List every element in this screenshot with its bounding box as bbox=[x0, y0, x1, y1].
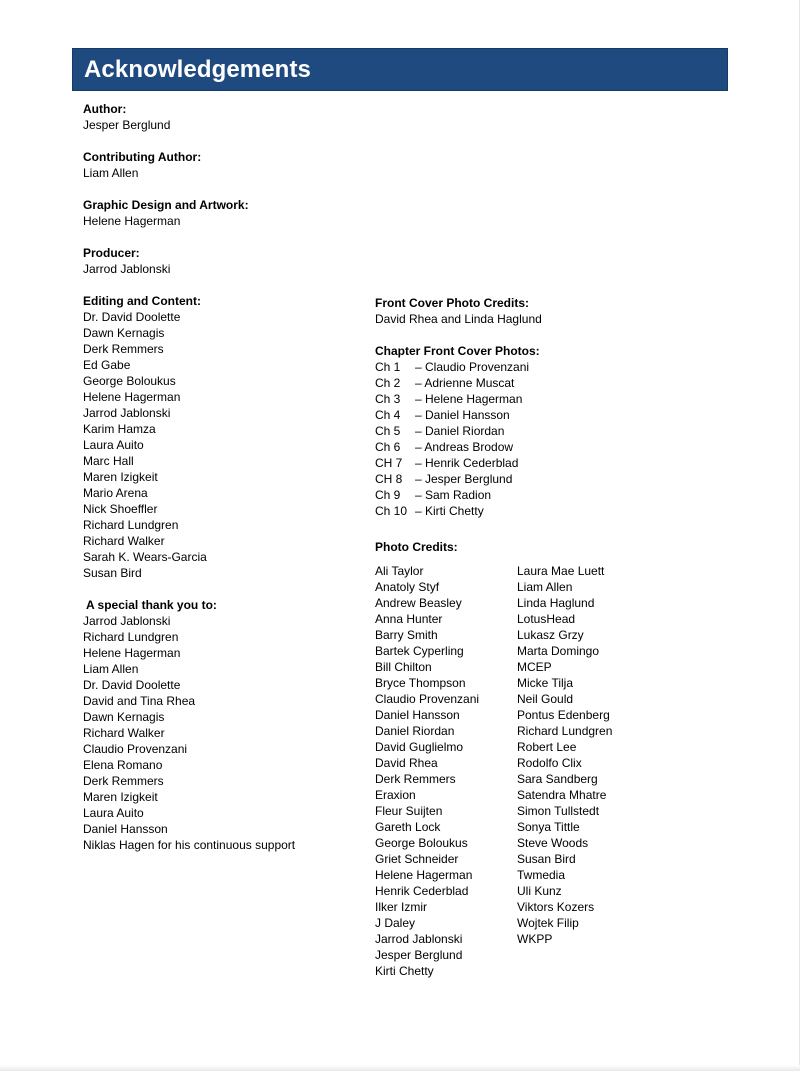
photo-credit-name: Claudio Provenzani bbox=[375, 692, 480, 706]
photo-credit-name: Eraxion bbox=[375, 788, 416, 802]
editing-contributor: Marc Hall bbox=[83, 454, 134, 468]
chapter-covers-heading: Chapter Front Cover Photos: bbox=[375, 344, 540, 358]
front-cover-credit: David Rhea and Linda Haglund bbox=[375, 312, 542, 326]
editing-contributor: Maren Izigkeit bbox=[83, 470, 158, 484]
photo-credit-name: Neil Gould bbox=[517, 692, 574, 706]
editing-contributor: Susan Bird bbox=[83, 566, 142, 580]
photo-credit-name: David Guglielmo bbox=[375, 740, 464, 754]
chapter-cover-row bbox=[0, 391, 800, 407]
chapter-photographer: – Claudio Provenzani bbox=[415, 360, 530, 374]
chapter-number: Ch 6 bbox=[375, 440, 401, 454]
photo-credit-name: Marta Domingo bbox=[517, 644, 600, 658]
graphic-design-name: Helene Hagerman bbox=[83, 214, 181, 228]
editing-contributor: Richard Walker bbox=[83, 534, 165, 548]
chapter-number: Ch 1 bbox=[375, 360, 401, 374]
photo-credit-name: Micke Tilja bbox=[517, 676, 574, 690]
photo-credit-name: Steve Woods bbox=[517, 836, 589, 850]
chapter-photographer: – Adrienne Muscat bbox=[415, 376, 515, 390]
thanked-person: Derk Remmers bbox=[83, 774, 164, 788]
chapter-number: CH 7 bbox=[375, 456, 403, 470]
chapter-photographer: – Sam Radion bbox=[415, 488, 492, 502]
photo-credit-name: Daniel Hansson bbox=[375, 708, 460, 722]
chapter-number: Ch 9 bbox=[375, 488, 401, 502]
photo-credit-name: Ali Taylor bbox=[375, 564, 424, 578]
editing-contributor: Helene Hagerman bbox=[83, 390, 181, 404]
photo-credit-name: Henrik Cederblad bbox=[375, 884, 469, 898]
editing-contributor: Jarrod Jablonski bbox=[83, 406, 171, 420]
thanked-person: Claudio Provenzani bbox=[83, 742, 188, 756]
photo-credit-name: Linda Haglund bbox=[517, 596, 595, 610]
editing-contributor: Laura Auito bbox=[83, 438, 144, 452]
photo-credit-name: Wojtek Filip bbox=[517, 916, 579, 930]
graphic-design-heading: Graphic Design and Artwork: bbox=[83, 198, 249, 212]
thanked-person: Helene Hagerman bbox=[83, 646, 181, 660]
chapter-photographer: – Kirti Chetty bbox=[415, 504, 484, 518]
thanked-person: Liam Allen bbox=[83, 662, 139, 676]
author-heading: Author: bbox=[83, 102, 127, 116]
thanked-person: Richard Walker bbox=[83, 726, 165, 740]
photo-credit-name: Rodolfo Clix bbox=[517, 756, 582, 770]
photo-credit-name: Bryce Thompson bbox=[375, 676, 466, 690]
chapter-cover-row bbox=[0, 487, 800, 503]
chapter-cover-row bbox=[0, 423, 800, 439]
photo-credit-name: Twmedia bbox=[517, 868, 566, 882]
photo-credit-name: Jarrod Jablonski bbox=[375, 932, 463, 946]
photo-credit-name: Griet Schneider bbox=[375, 852, 459, 866]
thanked-person: Maren Izigkeit bbox=[83, 790, 158, 804]
photo-credit-name: Viktors Kozers bbox=[517, 900, 595, 914]
photo-credit-name: LotusHead bbox=[517, 612, 576, 626]
editing-contributor: Ed Gabe bbox=[83, 358, 131, 372]
photo-credit-name: Laura Mae Luett bbox=[517, 564, 605, 578]
editing-contributor: Dawn Kernagis bbox=[83, 326, 165, 340]
chapter-cover-row bbox=[0, 407, 800, 423]
photo-credits-heading: Photo Credits: bbox=[375, 540, 458, 554]
chapter-number: Ch 10 bbox=[375, 504, 408, 518]
chapter-number: CH 8 bbox=[375, 472, 403, 486]
chapter-number: Ch 3 bbox=[375, 392, 401, 406]
chapter-photographer: – Helene Hagerman bbox=[415, 392, 523, 406]
author-name: Jesper Berglund bbox=[83, 118, 171, 132]
photo-credit-name: George Boloukus bbox=[375, 836, 468, 850]
thanked-person: David and Tina Rhea bbox=[83, 694, 196, 708]
contributing-author-heading: Contributing Author: bbox=[83, 150, 202, 164]
thanked-person: Richard Lundgren bbox=[83, 630, 179, 644]
photo-credit-name: Richard Lundgren bbox=[517, 724, 613, 738]
chapter-number: Ch 2 bbox=[375, 376, 401, 390]
photo-credit-name: Satendra Mhatre bbox=[517, 788, 607, 802]
chapter-number: Ch 4 bbox=[375, 408, 401, 422]
photo-credit-name: Kirti Chetty bbox=[375, 964, 434, 978]
page-edge-shadow bbox=[0, 1065, 800, 1071]
chapter-number: Ch 5 bbox=[375, 424, 401, 438]
front-cover-heading: Front Cover Photo Credits: bbox=[375, 296, 530, 310]
photo-credit-name: Barry Smith bbox=[375, 628, 438, 642]
title-banner bbox=[72, 48, 728, 91]
page-title: Acknowledgements bbox=[84, 56, 311, 83]
photo-credit-name: Andrew Beasley bbox=[375, 596, 462, 610]
chapter-photographer: – Daniel Riordan bbox=[415, 424, 505, 438]
photo-credit-name: Fleur Suijten bbox=[375, 804, 443, 818]
contributing-author-name: Liam Allen bbox=[83, 166, 139, 180]
photo-credit-name: Gareth Lock bbox=[375, 820, 441, 834]
special-thanks-heading: A special thank you to: bbox=[86, 598, 217, 612]
photo-credit-name: Jesper Berglund bbox=[375, 948, 463, 962]
chapter-cover-row bbox=[0, 471, 800, 487]
photo-credit-name: Susan Bird bbox=[517, 852, 576, 866]
photo-credit-name: WKPP bbox=[517, 932, 553, 946]
photo-credit-name: Anatoly Styf bbox=[375, 580, 440, 594]
photo-credit-name: Ilker Izmir bbox=[375, 900, 427, 914]
editing-contributor: Dr. David Doolette bbox=[83, 310, 181, 324]
chapter-cover-row bbox=[0, 359, 800, 375]
photo-credit-name: Daniel Riordan bbox=[375, 724, 455, 738]
photo-credit-name: Simon Tullstedt bbox=[517, 804, 600, 818]
editing-contributor: Sarah K. Wears-Garcia bbox=[83, 550, 207, 564]
editing-contributor: George Boloukus bbox=[83, 374, 176, 388]
chapter-photographer: – Jesper Berglund bbox=[415, 472, 513, 486]
chapter-cover-row bbox=[0, 439, 800, 455]
photo-credit-name: Helene Hagerman bbox=[375, 868, 473, 882]
editing-contributor: Karim Hamza bbox=[83, 422, 156, 436]
editing-contributor: Nick Shoeffler bbox=[83, 502, 158, 516]
editing-contributor: Mario Arena bbox=[83, 486, 148, 500]
photo-credit-name: Lukasz Grzy bbox=[517, 628, 584, 642]
thanked-person: Niklas Hagen for his continuous support bbox=[83, 838, 296, 852]
photo-credit-name: Bill Chilton bbox=[375, 660, 432, 674]
photo-credit-name: Anna Hunter bbox=[375, 612, 443, 626]
chapter-cover-row bbox=[0, 455, 800, 471]
editing-heading: Editing and Content: bbox=[83, 294, 201, 308]
photo-credit-name: Pontus Edenberg bbox=[517, 708, 610, 722]
thanked-person: Dawn Kernagis bbox=[83, 710, 165, 724]
chapter-photographer: – Andreas Brodow bbox=[415, 440, 514, 454]
photo-credit-name: David Rhea bbox=[375, 756, 438, 770]
thanked-person: Laura Auito bbox=[83, 806, 144, 820]
photo-credit-name: MCEP bbox=[517, 660, 552, 674]
producer-heading: Producer: bbox=[83, 246, 140, 260]
chapter-cover-row bbox=[0, 375, 800, 391]
photo-credit-name: Robert Lee bbox=[517, 740, 577, 754]
photo-credit-name: Liam Allen bbox=[517, 580, 573, 594]
chapter-photographer: – Henrik Cederblad bbox=[415, 456, 519, 470]
chapter-photographer: – Daniel Hansson bbox=[415, 408, 510, 422]
editing-contributor: Richard Lundgren bbox=[83, 518, 179, 532]
photo-credit-name: Uli Kunz bbox=[517, 884, 562, 898]
photo-credit-name: Sonya Tittle bbox=[517, 820, 580, 834]
thanked-person: Jarrod Jablonski bbox=[83, 614, 171, 628]
thanked-person: Daniel Hansson bbox=[83, 822, 168, 836]
photo-credit-name: Derk Remmers bbox=[375, 772, 456, 786]
photo-credit-name: Bartek Cyperling bbox=[375, 644, 464, 658]
photo-credit-name: Sara Sandberg bbox=[517, 772, 598, 786]
chapter-cover-row bbox=[0, 503, 800, 519]
thanked-person: Dr. David Doolette bbox=[83, 678, 181, 692]
producer-name: Jarrod Jablonski bbox=[83, 262, 171, 276]
thanked-person: Elena Romano bbox=[83, 758, 163, 772]
editing-contributor: Derk Remmers bbox=[83, 342, 164, 356]
photo-credit-name: J Daley bbox=[375, 916, 416, 930]
